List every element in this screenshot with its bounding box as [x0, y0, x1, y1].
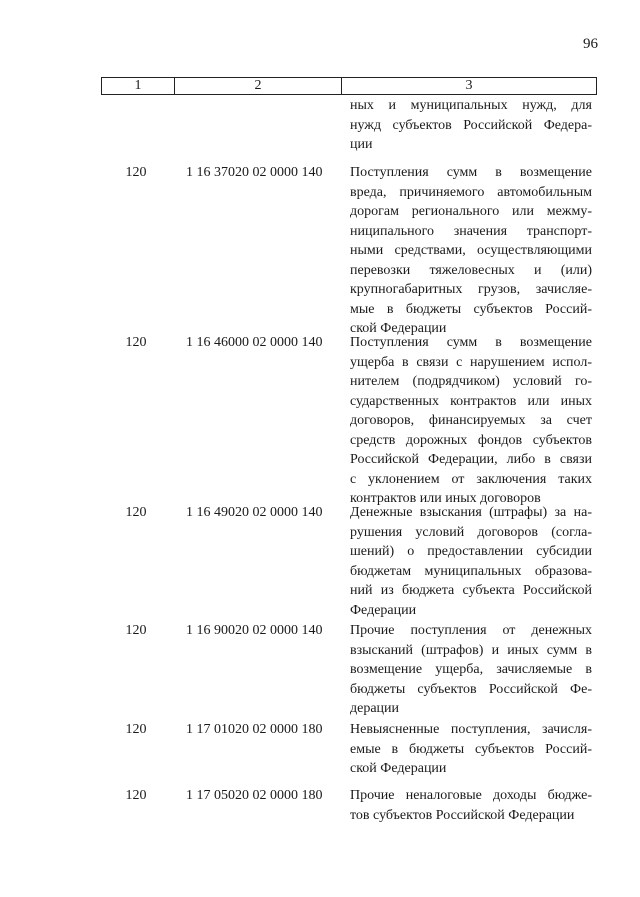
description-line: контрактов или иных договоров — [350, 491, 541, 506]
header-col-2: 2 — [175, 78, 342, 94]
description-line: бюджетам муниципальных образова- — [350, 563, 592, 579]
description-line: ных и муниципальных нужд, для — [350, 98, 592, 113]
continuation-description — [350, 96, 592, 155]
description-line: средств дорожных фондов субъектов — [350, 432, 592, 448]
description-line: Прочие неналоговые доходы бюдже- — [350, 788, 592, 803]
income-description — [350, 786, 592, 825]
table-header — [101, 77, 597, 95]
description-line: договоров, финансируемых за счет — [350, 413, 592, 428]
description-line: Поступления сумм в возмещение — [350, 335, 592, 350]
income-description — [350, 333, 592, 509]
header-col-1: 1 — [102, 78, 175, 94]
kbk-code: 1 17 05020 02 0000 180 — [186, 788, 323, 803]
description-line: ской Федерации — [350, 761, 447, 776]
description-line: рушения условий договоров (согла- — [350, 524, 592, 540]
admin-code: 120 — [125, 623, 147, 638]
description-line: Федерации — [350, 602, 417, 618]
description-line: ниципального значения транспорт- — [350, 223, 592, 239]
description-line: нителем (подрядчиком) условий го- — [350, 374, 592, 389]
description-line: вреда, причиняемого автомобильным — [350, 184, 592, 200]
description-line: нужд субъектов Российской Федера- — [350, 117, 592, 133]
description-line: дорогам регионального или межму- — [350, 204, 592, 219]
description-line: бюджеты субъектов Российской Фе- — [350, 681, 592, 697]
description-line: Прочие поступления от денежных — [350, 623, 592, 638]
description-line: возмещение ущерба, зачисляемые в — [350, 662, 592, 677]
description-line: ции — [350, 137, 373, 152]
description-line: с уклонением от заключения таких — [350, 471, 592, 487]
admin-code: 120 — [125, 722, 147, 737]
page-number: 96 — [583, 36, 598, 52]
kbk-code: 1 16 90020 02 0000 140 — [186, 623, 323, 638]
description-line: шений) о предоставлении субсидии — [350, 544, 592, 559]
admin-code: 120 — [125, 335, 147, 350]
header-col-3: 3 — [465, 78, 473, 93]
kbk-code: 1 16 49020 02 0000 140 — [186, 505, 323, 520]
description-line: дерации — [350, 701, 400, 716]
description-line: емые в бюджеты субъектов Россий- — [350, 741, 592, 757]
admin-code: 120 — [125, 165, 147, 180]
description-line: ний из бюджета субъекта Российской — [350, 583, 592, 598]
income-description — [350, 720, 592, 779]
income-description — [350, 163, 592, 339]
kbk-code: 1 17 01020 02 0000 180 — [186, 722, 323, 737]
description-line: тов субъектов Российской Федерации — [350, 807, 575, 823]
description-line: ущерба в связи с нарушением испол- — [350, 354, 592, 370]
description-line: Денежные взыскания (штрафы) за на- — [350, 505, 592, 520]
kbk-code: 1 16 46000 02 0000 140 — [186, 335, 323, 350]
admin-code: 120 — [125, 788, 147, 803]
description-line: Невыясненные поступления, зачисля- — [350, 722, 592, 737]
description-line: ными средствами, осуществляющими — [350, 243, 592, 258]
admin-code: 120 — [125, 505, 147, 520]
description-line: взысканий (штрафов) и иных сумм в — [350, 642, 592, 658]
kbk-code: 1 16 37020 02 0000 140 — [186, 165, 323, 180]
description-line: крупногабаритных грузов, зачисляе- — [350, 282, 592, 297]
description-line: мые в бюджеты субъектов Россий- — [350, 301, 592, 317]
income-description — [350, 621, 592, 719]
description-line: Российской Федерации, либо в связи — [350, 452, 592, 467]
description-line: сударственных контрактов или иных — [350, 393, 592, 409]
description-line: Поступления сумм в возмещение — [350, 165, 592, 180]
description-line: перевозки тяжеловесных и (или) — [350, 262, 592, 278]
income-description — [350, 503, 592, 620]
description-line: ской Федерации — [350, 321, 447, 336]
